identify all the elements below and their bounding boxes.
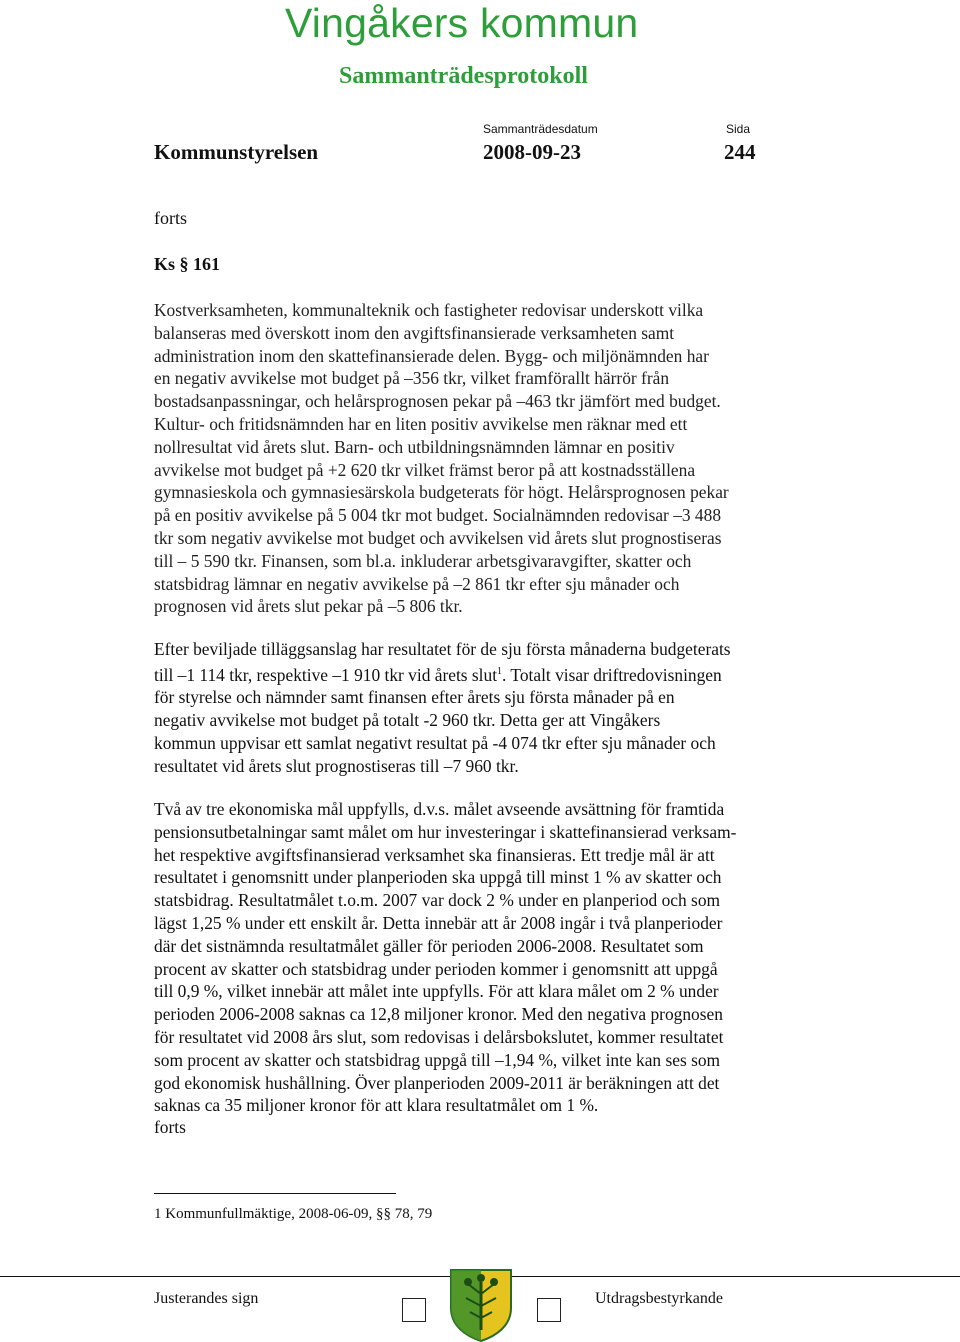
text-line: som procent av skatter och statsbidrag uppgå till –1,94 %, vilket inte kan ses som: [154, 1049, 721, 1070]
text-line: Kultur- och fritidsnämnden har en liten positiv avvikelse men räknar med ett: [154, 413, 688, 434]
meeting-date: 2008-09-23: [483, 140, 581, 164]
footnote: 1 Kommunfullmäktige, 2008-06-09, §§ 78, 79: [154, 1206, 433, 1222]
certification-label: Utdragsbestyrkande: [595, 1290, 723, 1307]
text-line: negativ avvikelse mot budget på totalt -2 960 tkr. Detta ger att Vingåkers: [154, 710, 661, 731]
text-line: prognosen vid årets slut pekar på –5 806 tkr.: [154, 596, 463, 617]
text-line: där det sistnämnda resultatmålet gäller för perioden 2006-2008. Resultatet som: [154, 935, 704, 956]
page-label: Sida: [726, 122, 751, 136]
paragraph-3: [154, 798, 814, 1117]
text-line: lägst 1,25 % under ett enskilt år. Detta innebär att år 2008 ingår i två planperioder: [154, 912, 723, 933]
text-line: het respektive avgiftsfinansierad verksamhet ska finansieras. Ett tredje mål är att: [154, 844, 715, 865]
organization-title: Vingåkers kommun: [285, 0, 639, 46]
text-line: tkr som negativ avvikelse mot budget och avvikelsen vid årets slut prognostiseras: [154, 527, 722, 548]
text-line: procent av skatter och statsbidrag under perioden kommer i genomsnitt att uppgå: [154, 958, 718, 979]
text-line: administration inom den skattefinansierade delen. Bygg- och miljönämnden har: [154, 345, 709, 366]
paragraph-2: [154, 638, 814, 778]
text-line: på en positiv avvikelse på 5 004 tkr mot budget. Socialnämnden redovisar –3 488: [154, 505, 722, 526]
paragraph-reference: Ks § 161: [154, 254, 221, 274]
text-line: resultatet i genomsnitt under planperioden ska uppgå till minst 1 % av skatter och: [154, 867, 722, 888]
certification-box: [537, 1298, 561, 1322]
text-line: en negativ avvikelse mot budget på –356 tkr, vilket framförallt härrör från: [154, 368, 670, 389]
text-line: resultatet vid årets slut prognostiseras till –7 960 tkr.: [154, 755, 519, 776]
adjuster-signature-box: [402, 1298, 426, 1322]
footnote-marker: 1: [497, 665, 503, 677]
text-line: Efter beviljade tilläggsanslag har resultatet för de sju första månaderna budgeterats: [154, 639, 731, 659]
text-line: [154, 661, 814, 687]
text-line: avvikelse mot budget på +2 620 tkr vilket främst beror på att kostnadsställena: [154, 459, 696, 480]
continued-marker-top: forts: [154, 208, 187, 228]
text-line: balanseras med överskott inom den avgiftsfinansierade verksamheten samt: [154, 322, 675, 343]
municipality-emblem-icon: [448, 1268, 514, 1342]
text-line: Kostverksamheten, kommunalteknik och fastigheter redovisar underskott vilka: [154, 300, 704, 320]
text-line: god ekonomisk hushållning. Över planperioden 2009-2011 är beräkningen att det: [154, 1072, 720, 1093]
text-line: till 0,9 %, vilket innebär att målet inte uppfylls. För att klara målet om 2 % under: [154, 981, 719, 1002]
adjuster-signature-label: Justerandes sign: [154, 1290, 259, 1307]
text-segment: . Totalt visar driftredovisningen: [502, 664, 722, 685]
continued-marker-bottom: forts: [154, 1117, 186, 1137]
text-line: för styrelse och nämnder samt finansen efter årets sju första månader på en: [154, 687, 675, 708]
text-line: bostadsanpassningar, och helårsprognosen pekar på –463 tkr jämfört med budget.: [154, 391, 721, 412]
text-line: nollresultat vid årets slut. Barn- och utbildningsnämnden lämnar en positiv: [154, 436, 675, 457]
text-line: statsbidrag lämnar en negativ avvikelse på –2 861 tkr efter sju månader och: [154, 573, 680, 594]
text-line: saknas ca 35 miljoner kronor för att klara resultatmålet om 1 %.: [154, 1095, 599, 1116]
text-line: statsbidrag. Resultatmålet t.o.m. 2007 var dock 2 % under en planperiod och som: [154, 890, 721, 911]
text-line: kommun uppvisar ett samlat negativt resultat på -4 074 tkr efter sju månader och: [154, 732, 716, 753]
footnote-divider: [154, 1193, 396, 1194]
text-segment: till –1 114 tkr, respektive –1 910 tkr vid årets slut: [154, 664, 498, 685]
text-line: Två av tre ekonomiska mål uppfylls, d.v.s. målet avseende avsättning för framtida: [154, 799, 725, 819]
text-line: perioden 2006-2008 saknas ca 12,8 miljoner kronor. Med den negativa prognosen: [154, 1004, 723, 1025]
date-label: Sammanträdesdatum: [483, 122, 598, 136]
text-line: för resultatet vid 2008 års slut, som redovisas i delårsbokslutet, kommer resultatet: [154, 1026, 724, 1047]
page-number: 244: [724, 140, 756, 164]
text-line: gymnasieskola och gymnasiesärskola budgeterats för högt. Helårsprognosen pekar: [154, 482, 729, 503]
text-line: pensionsutbetalningar samt målet om hur investeringar i skattefinansierad verksam-: [154, 821, 737, 842]
paragraph-1: [154, 299, 814, 618]
document-type-title: Sammanträdesprotokoll: [339, 63, 588, 89]
text-line: till – 5 590 tkr. Finansen, som bl.a. inkluderar arbetsgivaravgifter, skatter och: [154, 550, 692, 571]
body-name: Kommunstyrelsen: [154, 140, 319, 164]
